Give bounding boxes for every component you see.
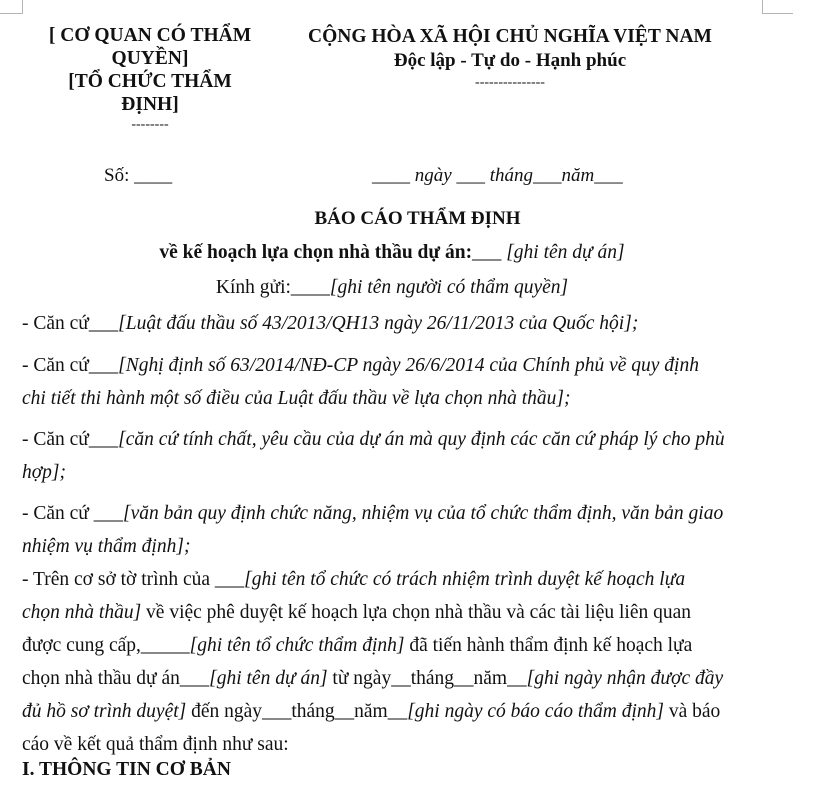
statement-placeholder: [ghi ngày nhận được đầy xyxy=(526,668,724,689)
statement-blank: __ xyxy=(387,701,408,722)
nation-name: CỘNG HÒA XÃ HỘI CHỦ NGHĨA VIỆT NAM xyxy=(308,26,712,47)
document-title: BÁO CÁO THẨM ĐỊNH xyxy=(314,208,521,229)
statement-line-5 xyxy=(22,695,766,728)
statement-blank: ___ xyxy=(214,569,245,590)
document-number-blank: ____ xyxy=(134,165,173,186)
agency-line-1: [ CƠ QUAN CÓ THẨM xyxy=(48,25,252,46)
legal-basis-4-line-1 xyxy=(22,497,766,530)
statement-placeholder: chọn nhà thầu] xyxy=(22,602,142,623)
document-number-label: Số: xyxy=(104,165,135,186)
statement-text: năm xyxy=(354,701,388,722)
basis-text: [Nghị định số 63/2014/NĐ-CP ngày 26/6/2014 của Chính phủ về quy định xyxy=(118,355,699,376)
statement-placeholder: [ghi tên dự án] xyxy=(209,668,328,689)
basis-prefix: - Căn cứ xyxy=(22,313,89,334)
subtitle-placeholder: [ghi tên dự án] xyxy=(501,242,625,263)
basis-prefix: - Căn cứ xyxy=(22,429,89,450)
month-blank: ___ xyxy=(532,165,562,186)
legal-basis-4 xyxy=(22,497,766,563)
statement-placeholder: [ghi tên tổ chức thẩm định] xyxy=(189,635,405,656)
basis-blank: ___ xyxy=(88,355,119,376)
legal-basis-2-line-1 xyxy=(22,349,766,382)
year-label: năm xyxy=(561,165,595,186)
statement-blank: __ xyxy=(507,668,527,689)
statement-line-4 xyxy=(22,662,766,695)
review-statement xyxy=(22,563,766,761)
subtitle-text: về kế hoạch lựa chọn nhà thầu dự án: xyxy=(159,242,473,263)
recipient-placeholder: [ghi tên người có thẩm quyền] xyxy=(329,277,569,298)
issuing-agency-header xyxy=(20,24,280,134)
basis-text: [căn cứ tính chất, yêu cầu của dự án mà quy định các căn cứ pháp lý cho phù xyxy=(118,429,725,450)
statement-line-6: cáo về kết quả thẩm định như sau: xyxy=(22,734,289,755)
legal-basis-3 xyxy=(22,423,766,489)
statement-text: và báo xyxy=(663,701,721,722)
legal-basis-3-line-2: hợp]; xyxy=(22,462,66,483)
statement-blank: __ xyxy=(391,668,411,689)
basis-blank: ___ xyxy=(88,313,119,334)
subtitle-blank: ___ xyxy=(472,242,502,263)
statement-text: chọn nhà thầu dự án xyxy=(22,668,180,689)
statement-text: về việc phê duyệt kế hoạch lựa chọn nhà thầu và các tài liệu liên quan xyxy=(141,602,692,623)
basis-text: [Luật đấu thầu số 43/2013/QH13 ngày 26/11/2013 của Quốc hội]; xyxy=(118,313,639,334)
statement-placeholder: đủ hồ sơ trình duyệt] xyxy=(22,701,187,722)
basis-blank: ___ xyxy=(88,429,119,450)
statement-line-1 xyxy=(22,563,766,596)
national-header xyxy=(280,24,740,93)
month-label: tháng xyxy=(484,165,533,186)
statement-line-2 xyxy=(22,596,766,629)
recipient-line xyxy=(0,275,784,301)
recipient-label: Kính gửi: xyxy=(215,277,291,298)
statement-placeholder: [ghi tên tổ chức có trách nhiệm trình duyệt kế hoạch lựa xyxy=(244,569,686,590)
national-motto: Độc lập - Tự do - Hạnh phúc xyxy=(393,50,627,71)
statement-text: tháng xyxy=(291,701,335,722)
basis-text: [văn bản quy định chức năng, nhiệm vụ của tổ chức thẩm định, văn bản giao xyxy=(123,503,724,524)
year-blank: ___ xyxy=(594,165,623,186)
legal-basis-3-line-1 xyxy=(22,423,766,456)
section-heading-basic-info: I. THÔNG TIN CƠ BẢN xyxy=(22,759,231,780)
recipient-blank: ____ xyxy=(290,277,330,298)
agency-line-4: ĐỊNH] xyxy=(121,94,179,115)
basis-prefix: - Căn cứ xyxy=(22,503,94,524)
statement-text: được cung cấp, xyxy=(22,635,141,656)
statement-placeholder: [ghi ngày có báo cáo thẩm định] xyxy=(407,701,664,722)
legal-basis-2 xyxy=(22,349,766,415)
legal-basis-2-line-2: chi tiết thi hành một số điều của Luật đấu thầu về lựa chọn nhà thầu]; xyxy=(22,388,571,409)
statement-blank: __ xyxy=(454,668,474,689)
page-corner-mark-right xyxy=(762,0,793,14)
document-subtitle xyxy=(0,240,784,266)
agency-divider: -------- xyxy=(131,117,169,132)
statement-blank: _____ xyxy=(140,635,190,656)
agency-line-3: [TỔ CHỨC THẨM xyxy=(68,71,232,92)
basis-prefix: - Căn cứ xyxy=(22,355,89,376)
statement-text: đã tiến hành thẩm định kế hoạch lựa xyxy=(404,635,693,656)
day-blank: ___ xyxy=(456,165,485,186)
legal-basis-1-line-1 xyxy=(22,307,766,340)
statement-blank: ___ xyxy=(179,668,210,689)
statement-text: - Trên cơ sở tờ trình của xyxy=(22,569,215,590)
statement-text: năm xyxy=(473,668,508,689)
legal-basis-1 xyxy=(22,307,766,340)
statement-text: từ ngày xyxy=(327,668,392,689)
statement-text: đến ngày xyxy=(186,701,263,722)
statement-blank: ___ xyxy=(262,701,292,722)
statement-text: tháng xyxy=(410,668,455,689)
legal-basis-4-line-2: nhiệm vụ thẩm định]; xyxy=(22,536,191,557)
national-divider: --------------- xyxy=(475,75,545,90)
place-blank: ____ xyxy=(372,165,410,186)
document-number-row xyxy=(104,163,172,189)
day-label: ngày xyxy=(410,165,457,186)
document-date-row xyxy=(372,163,623,189)
basis-blank: ___ xyxy=(93,503,124,524)
statement-line-3 xyxy=(22,629,766,662)
page-corner-mark-left xyxy=(0,0,23,14)
statement-blank: __ xyxy=(334,701,355,722)
agency-line-2: QUYỀN] xyxy=(111,48,189,69)
